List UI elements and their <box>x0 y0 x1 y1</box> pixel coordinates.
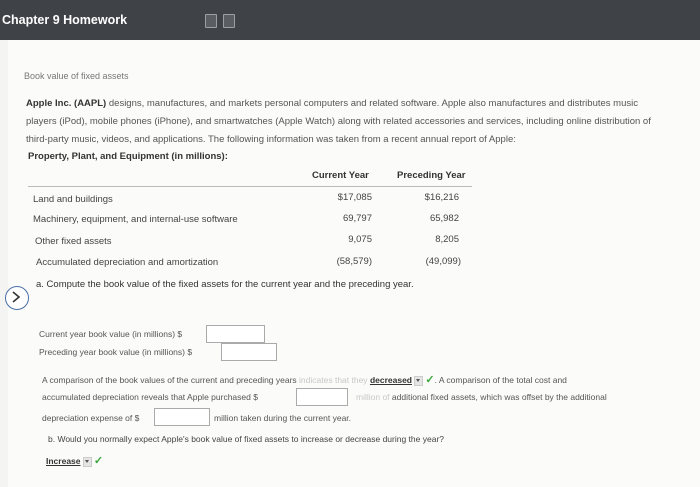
problem-intro <box>26 95 700 149</box>
table-row-label: Machinery, equipment, and internal-use software <box>33 214 238 225</box>
comparison-line-3-end: million taken during the current year. <box>214 413 352 423</box>
table-row-label: Land and buildings <box>33 194 113 205</box>
table-row-label: Accumulated depreciation and amortization <box>36 257 219 268</box>
top-bar <box>0 0 700 40</box>
check-icon: ✓ <box>93 455 104 467</box>
question-page <box>8 40 700 487</box>
trend-dropdown[interactable]: decreased <box>369 375 412 385</box>
table-row-label: Other fixed assets <box>35 236 112 247</box>
check-icon: ✓ <box>425 374 435 386</box>
book-icon[interactable] <box>223 14 235 28</box>
table-cell-preceding: $16,216 <box>424 192 459 203</box>
intro-line-3: third-party music, videos, and applications. The following information was taken from a recent annual report of Apple: <box>26 134 516 145</box>
preceding-year-label: Preceding year book value (in millions) $ <box>39 347 193 357</box>
comparison-line-2: accumulated depreciation reveals that Apple purchased $ <box>42 392 258 402</box>
question-a-text: a. Compute the book value of the fixed assets for the current year and the preceding year. <box>36 279 414 290</box>
table-cell-preceding: (49,099) <box>425 256 461 267</box>
table-cell-current: 9,075 <box>348 234 372 245</box>
comparison-line-3: depreciation expense of $ <box>42 413 140 423</box>
table-divider <box>28 186 472 187</box>
chevron-right-icon <box>11 291 21 303</box>
current-year-label: Current year book value (in millions) $ <box>39 329 183 339</box>
table-heading: Property, Plant, and Equipment (in millions): <box>28 151 228 162</box>
intro-line-1: designs, manufactures, and markets personal computers and related software. Apple also manufactures and distributes music <box>106 98 638 109</box>
bookmark-icon[interactable] <box>205 14 217 28</box>
depreciation-expense-input[interactable] <box>154 408 210 426</box>
table-cell-preceding: 8,205 <box>435 234 459 245</box>
column-header-current: Current Year <box>312 170 369 181</box>
intro-line-2: players (iPod), mobile phones (iPhone), and smartwatches (Apple Watch) along with related accessories and services, including online distribution of <box>26 116 651 127</box>
expectation-dropdown[interactable]: Increase <box>46 456 81 466</box>
table-cell-current: 69,797 <box>342 213 372 224</box>
question-b-answer <box>46 454 103 467</box>
company-name: Apple Inc. (AAPL) <box>26 98 107 109</box>
purchased-amount-input[interactable] <box>296 388 348 406</box>
current-year-book-value-input[interactable] <box>206 325 265 343</box>
table-cell-current: (58,579) <box>336 256 372 267</box>
table-cell-preceding: 65,982 <box>429 213 459 224</box>
expand-part-button[interactable] <box>5 286 29 310</box>
section-subtitle: Book value of fixed assets <box>24 71 129 81</box>
table-cell-current: $17,085 <box>337 192 372 203</box>
dropdown-caret-icon[interactable] <box>83 457 92 467</box>
comparison-line-2-end: million of additional fixed assets, which was offset by the additional <box>356 392 607 402</box>
dropdown-caret-icon[interactable] <box>414 376 423 386</box>
comparison-line-1: A comparison of the book values of the current and preceding years indicates that they decreased ✓. A comparison of the total cost and <box>42 374 567 386</box>
assignment-title: Chapter 9 Homework <box>2 13 128 27</box>
column-header-preceding: Preceding Year <box>397 170 466 181</box>
preceding-year-book-value-input[interactable] <box>221 343 277 361</box>
question-b-text: b. Would you normally expect Apple's book value of fixed assets to increase or decrease during the year? <box>48 434 444 444</box>
